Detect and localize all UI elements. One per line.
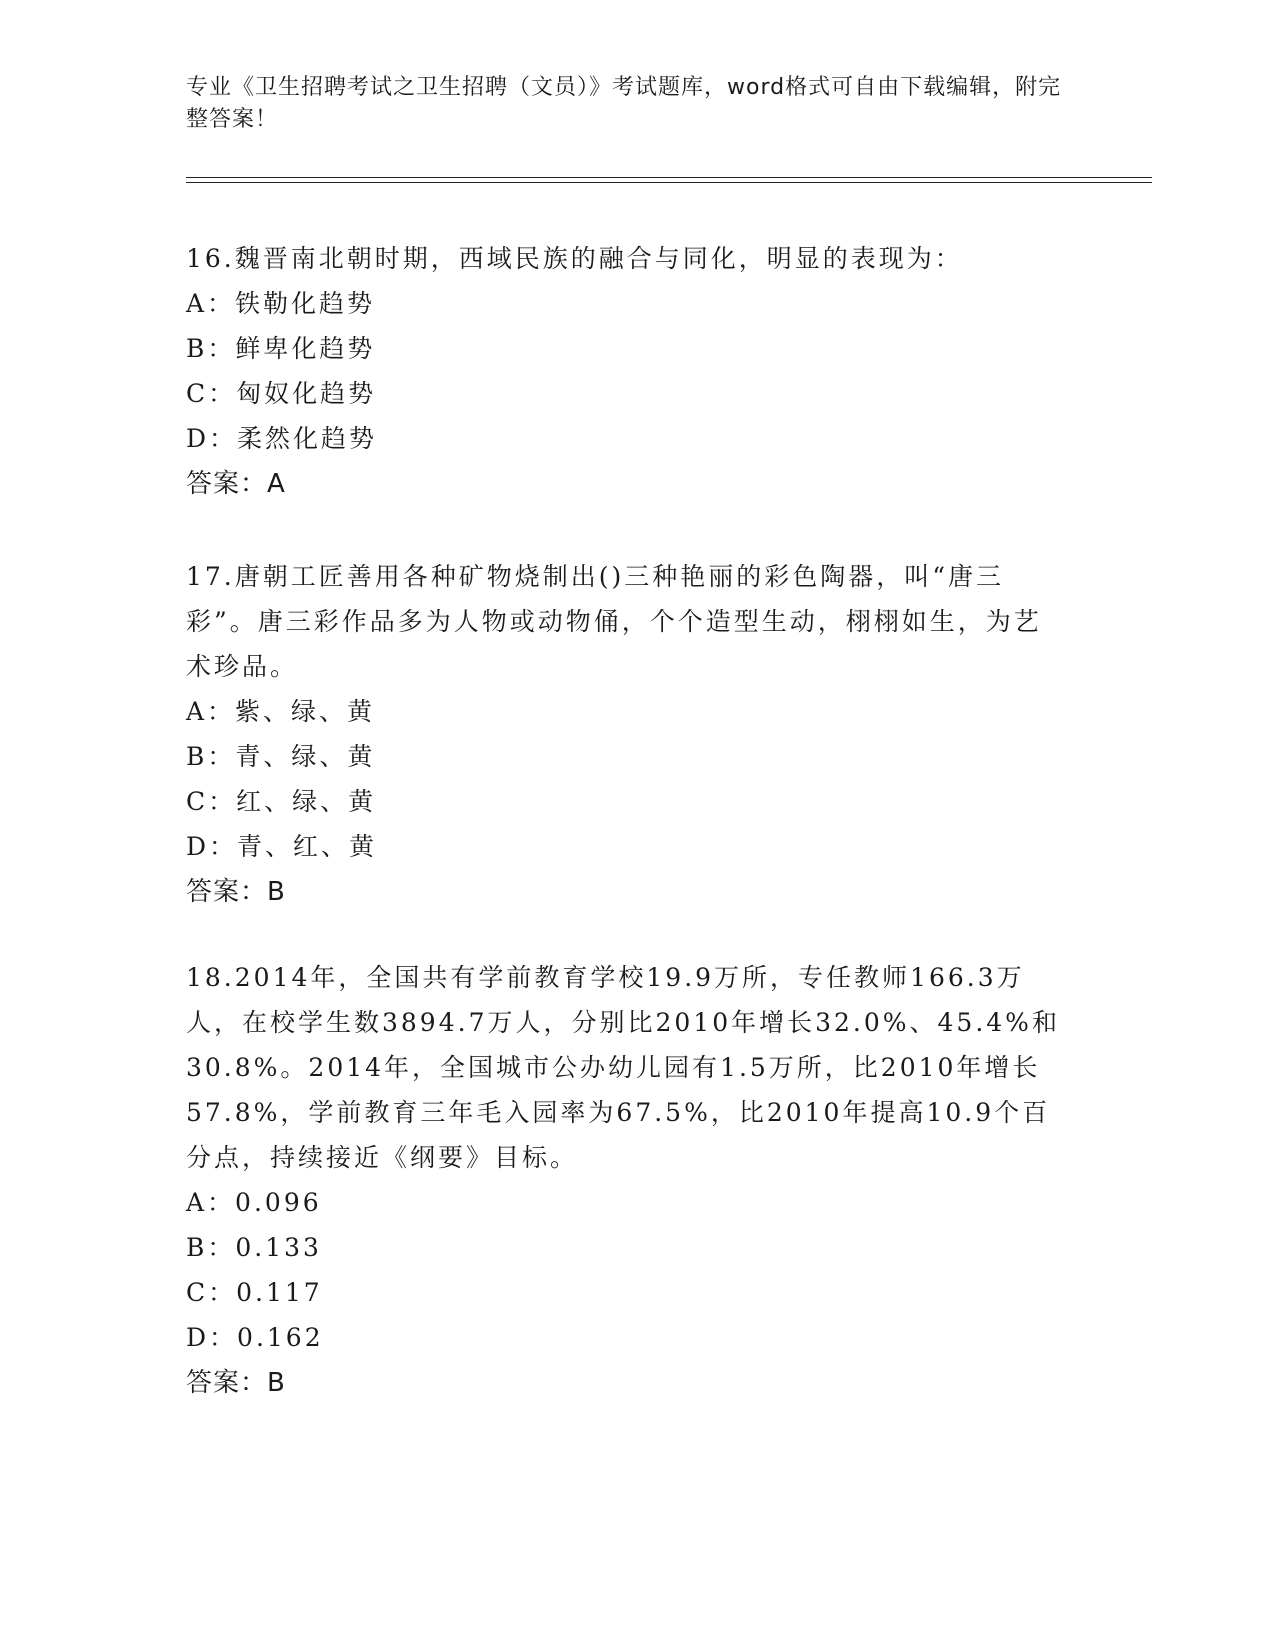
option-c: C：0.117 — [186, 1278, 323, 1307]
option-a: A：0.096 — [186, 1188, 322, 1217]
option-b: B：青、绿、黄 — [186, 742, 376, 771]
option-a: A：紫、绿、黄 — [186, 697, 376, 726]
option-d: D：青、红、黄 — [186, 832, 378, 861]
option-a: A：铁勒化趋势 — [186, 289, 376, 318]
answer: 答案：A — [186, 469, 286, 499]
question-stem: 18.2014年，全国共有学前教育学校19.9万所，专任教师166.3万人，在校学生数3894.7万人，分别比2010年增长32.0%、45.4%和30.8%。2014年，全国城市公办幼儿园有1.5万所，比2010年增长57.8%，学前教育三年毛入园率为67.5%，比2010年提高10.9个百分点，持续接近《纲要》目标。 — [186, 963, 1060, 1172]
option-b: B：0.133 — [186, 1233, 322, 1262]
document-header: 专业《卫生招聘考试之卫生招聘（文员）》考试题库，word格式可自由下载编辑，附完整答案！ — [186, 75, 1062, 132]
option-d: D：柔然化趋势 — [186, 424, 378, 453]
header-divider-top — [186, 177, 1152, 178]
option-d: D：0.162 — [186, 1323, 324, 1352]
option-c: C：红、绿、黄 — [186, 787, 377, 816]
question-17 — [186, 554, 1066, 915]
header-divider-bottom — [186, 182, 1152, 183]
answer: 答案：B — [186, 1368, 286, 1398]
question-stem: 16.魏晋南北朝时期，西域民族的融合与同化，明显的表现为： — [186, 244, 963, 273]
question-18 — [186, 955, 1066, 1406]
option-b: B：鲜卑化趋势 — [186, 334, 376, 363]
question-stem: 17.唐朝工匠善用各种矿物烧制出()三种艳丽的彩色陶器，叫“唐三彩”。唐三彩作品多为人物或动物俑，个个造型生动，栩栩如生，为艺术珍品。 — [186, 562, 1042, 681]
answer: 答案：B — [186, 877, 286, 907]
option-c: C：匈奴化趋势 — [186, 379, 377, 408]
question-16 — [186, 236, 1066, 507]
